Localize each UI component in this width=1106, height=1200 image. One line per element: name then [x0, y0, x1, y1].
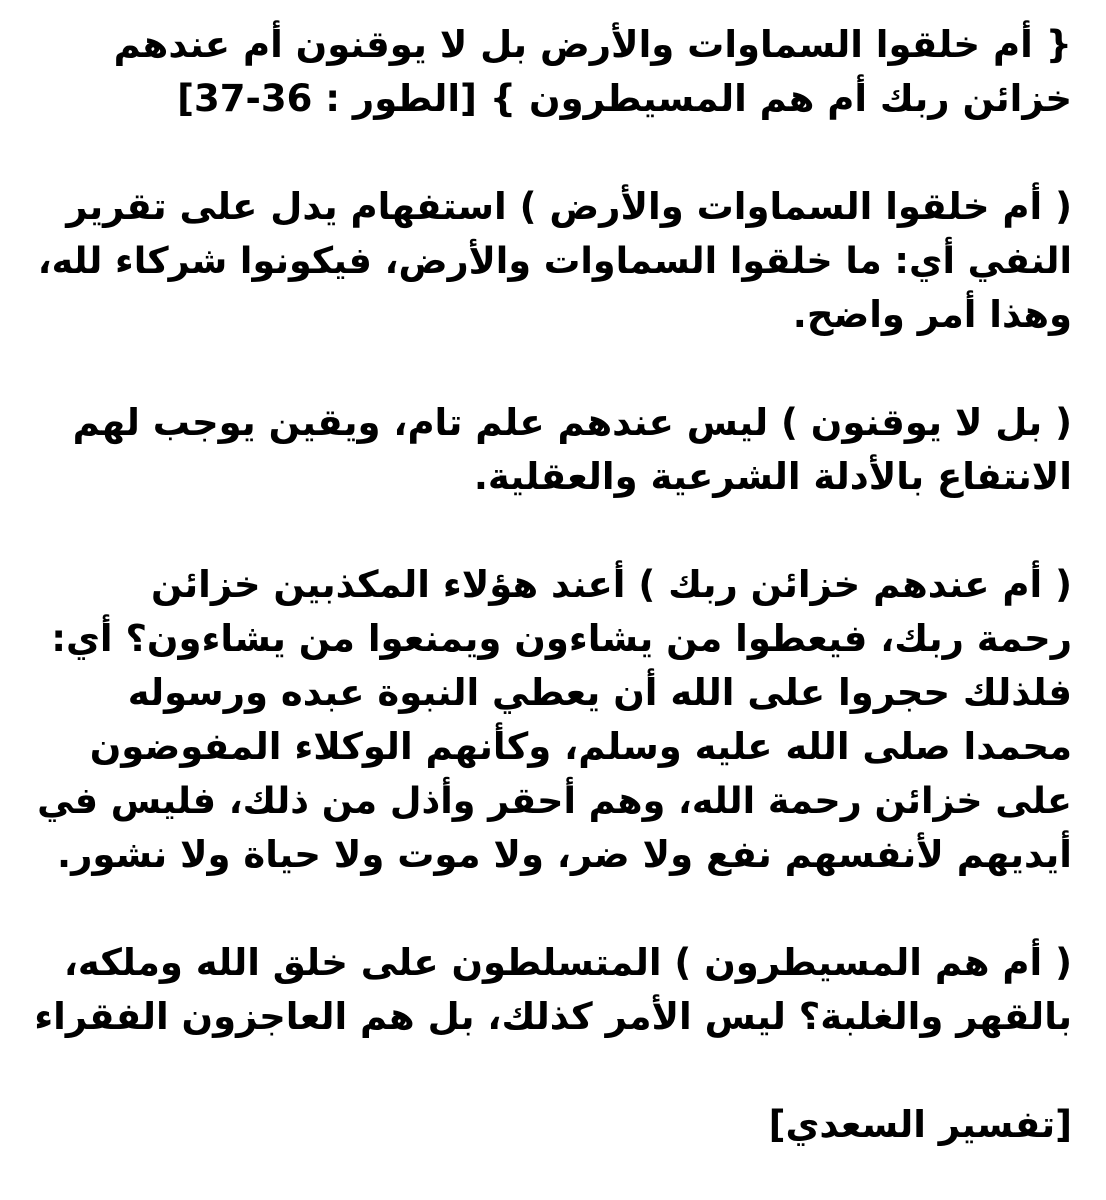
verse-line-2: خزائن ربك أم هم المسيطرون } [الطور : 36-37] — [177, 77, 1072, 120]
paragraph-musaytirun — [28, 936, 1072, 1044]
source-citation — [28, 1098, 1072, 1152]
paragraph-line: ( أم عندهم خزائن ربك ) أعند هؤلاء المكذبين خزائن — [150, 563, 1072, 606]
paragraph-line: محمدا صلى الله عليه وسلم، وكأنهم الوكلاء المفوضون — [89, 725, 1072, 768]
paragraph-line: ( بل لا يوقنون ) ليس عندهم علم تام، ويقين يوجب لهم — [72, 401, 1072, 444]
paragraph-line: فلذلك حجروا على الله أن يعطي النبوة عبده ورسوله — [127, 671, 1072, 714]
paragraph-spacer — [28, 504, 1072, 558]
paragraph-khazain — [28, 558, 1072, 882]
paragraph-line: على خزائن رحمة الله، وهم أحقر وأذل من ذلك، فليس في — [37, 779, 1072, 822]
paragraph-line: ( أم خلقوا السماوات والأرض ) استفهام يدل على تقرير — [66, 185, 1072, 228]
paragraph-spacer — [28, 126, 1072, 180]
paragraph-line: بالقهر والغلبة؟ ليس الأمر كذلك، بل هم العاجزون الفقراء — [34, 995, 1072, 1038]
paragraph-line: الانتفاع بالأدلة الشرعية والعقلية. — [473, 455, 1072, 498]
source-label: [تفسير السعدي] — [768, 1103, 1072, 1146]
paragraph-line: أيديهم لأنفسهم نفع ولا ضر، ولا موت ولا حياة ولا نشور. — [57, 833, 1072, 876]
verse-line-1: { أم خلقوا السماوات والأرض بل لا يوقنون أم عندهم — [113, 23, 1072, 66]
paragraph-spacer — [28, 342, 1072, 396]
paragraph-line: ( أم هم المسيطرون ) المتسلطون على خلق الله وملكه، — [63, 941, 1072, 984]
paragraph-line: النفي أي: ما خلقوا السماوات والأرض، فيكونوا شركاء لله، — [37, 239, 1072, 282]
paragraph-spacer — [28, 1044, 1072, 1098]
paragraph-khalaqu — [28, 180, 1072, 342]
paragraph-la-yuqinun — [28, 396, 1072, 504]
paragraph-spacer — [28, 882, 1072, 936]
paragraph-line: رحمة ربك، فيعطوا من يشاءون ويمنعوا من يشاءون؟ أي: — [51, 617, 1072, 660]
paragraph-line: وهذا أمر واضح. — [792, 293, 1072, 336]
verse-quote — [28, 18, 1072, 126]
